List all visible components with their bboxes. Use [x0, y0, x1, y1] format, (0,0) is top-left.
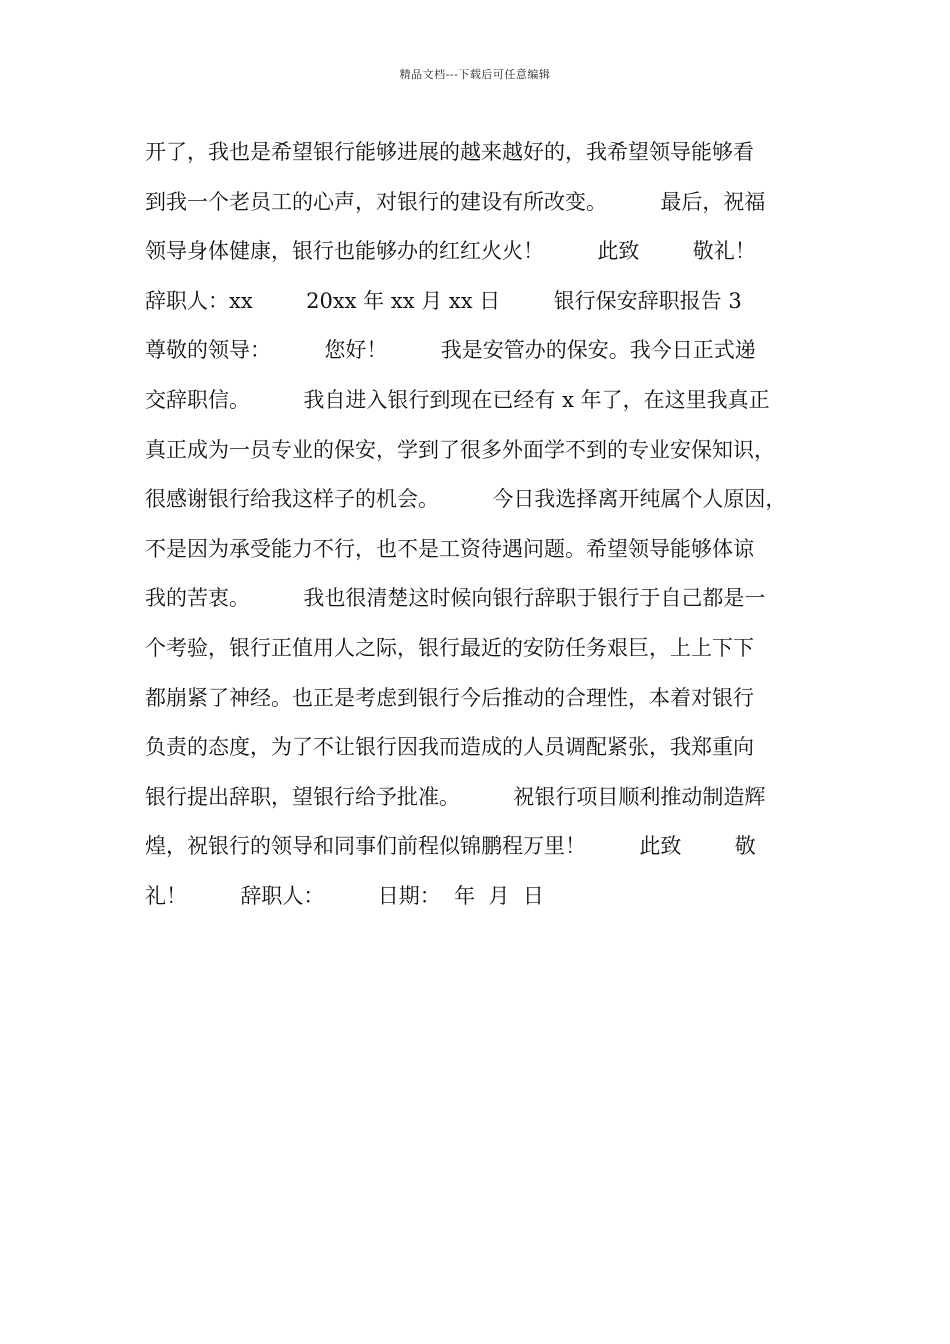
- text-line-16: 礼！ 辞职人： 日期： 年 月 日: [145, 883, 544, 908]
- text-line-13: 负责的态度，为了不让银行因我而造成的人员调配紧张，我郑重向: [145, 735, 754, 760]
- document-body: [145, 128, 825, 922]
- text-line-1: 开了，我也是希望银行能够进展的越来越好的，我希望领导能够看: [145, 140, 754, 164]
- text-line-11: 个考验，银行正值用人之际，银行最近的安防任务艰巨，上上下下: [145, 635, 754, 660]
- text-line-12: 都崩紧了神经。也正是考虑到银行今后推动的合理性，本着对银行: [145, 685, 754, 710]
- text-line-15: 煌，祝银行的领导和同事们前程似锦鹏程万里！ 此致 敬: [145, 834, 756, 859]
- text-line-4: 辞职人：xx 20xx 年 xx 月 xx 日 银行保安辞职报告 3: [145, 288, 742, 313]
- text-line-9: 不是因为承受能力不行，也不是工资待遇问题。希望领导能够体谅: [145, 536, 754, 561]
- text-line-6: 交辞职信。 我自进入银行到现在已经有 x 年了，在这里我真正: [145, 387, 770, 412]
- page-header: 精品文档---下载后可任意编辑: [399, 68, 551, 81]
- text-line-10: 我的苦衷。 我也很清楚这时候向银行辞职于银行于自己都是一: [145, 586, 766, 611]
- text-line-14: 银行提出辞职，望银行给予批准。 祝银行项目顺利推动制造辉: [145, 784, 766, 809]
- text-line-7: 真正成为一员专业的保安，学到了很多外面学不到的专业安保知识，: [145, 437, 775, 462]
- text-line-2: 到我一个老员工的心声，对银行的建设有所改变。 最后，祝福: [145, 189, 766, 214]
- text-line-5: 尊敬的领导： 您好！ 我是安管办的保安。我今日正式递: [145, 338, 756, 363]
- text-line-3: 领导身体健康，银行也能够办的红红火火！ 此致 敬礼！: [145, 239, 756, 264]
- text-line-8: 很感谢银行给我这样子的机会。 今日我选择离开纯属个人原因，: [145, 487, 787, 512]
